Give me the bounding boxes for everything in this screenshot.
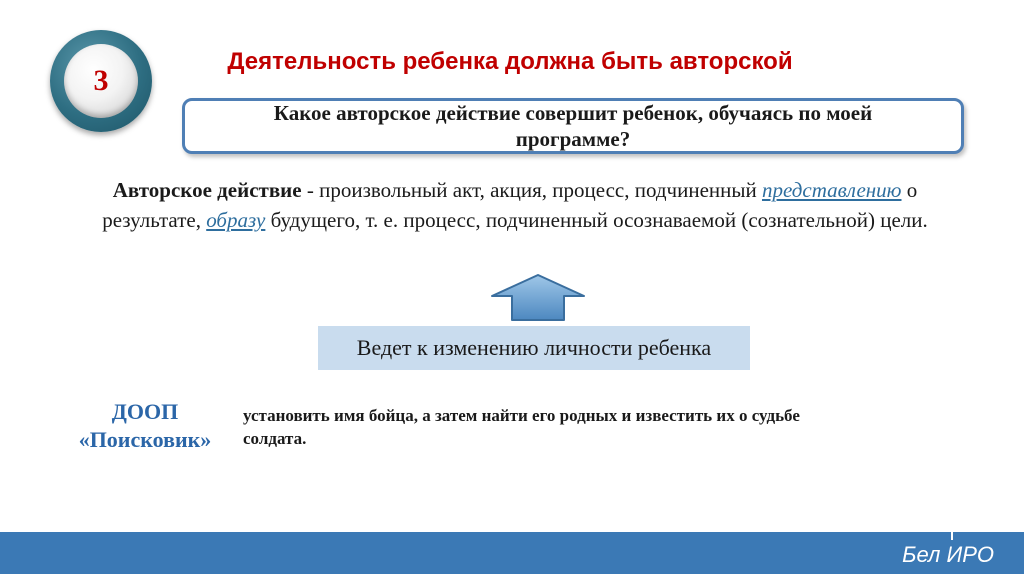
- slide-number-badge: [50, 30, 152, 132]
- program-description: установить имя бойца, а затем найти его родных и известить их о судьбе солдата.: [243, 406, 800, 448]
- question-text: Какое авторское действие совершит ребенок, обучаясь по моей программе?: [273, 101, 873, 151]
- footer-bar: [0, 532, 1024, 574]
- question-box: [182, 98, 964, 154]
- tree-logo-icon: [930, 502, 974, 542]
- program-abbr: ДООП: [111, 399, 179, 424]
- definition-text-1: - произвольный акт, акция, процесс, подчиненный: [301, 178, 762, 202]
- definition-text-3: будущего, т. е. процесс, подчиненный осознаваемой (сознательной) цели.: [265, 208, 928, 232]
- program-title: «Поисковик»: [78, 427, 212, 452]
- definition-paragraph: [80, 175, 950, 235]
- footer-logo-text: Бел ИРО: [902, 542, 994, 567]
- definition-text-2: о результате,: [102, 178, 918, 232]
- up-arrow-icon: [488, 272, 588, 324]
- program-name: [60, 398, 230, 454]
- definition-term: Авторское действие: [112, 178, 302, 202]
- slide-number-circle: [64, 44, 138, 118]
- link-predstavleniyu[interactable]: представлению: [761, 178, 902, 202]
- slide-title: Деятельность ребенка должна быть авторской: [227, 48, 793, 75]
- slide-number: 3: [93, 64, 109, 97]
- link-obrazu[interactable]: образу: [206, 208, 266, 232]
- result-text: Ведет к изменению личности ребенка: [356, 335, 712, 360]
- result-box: [318, 326, 750, 370]
